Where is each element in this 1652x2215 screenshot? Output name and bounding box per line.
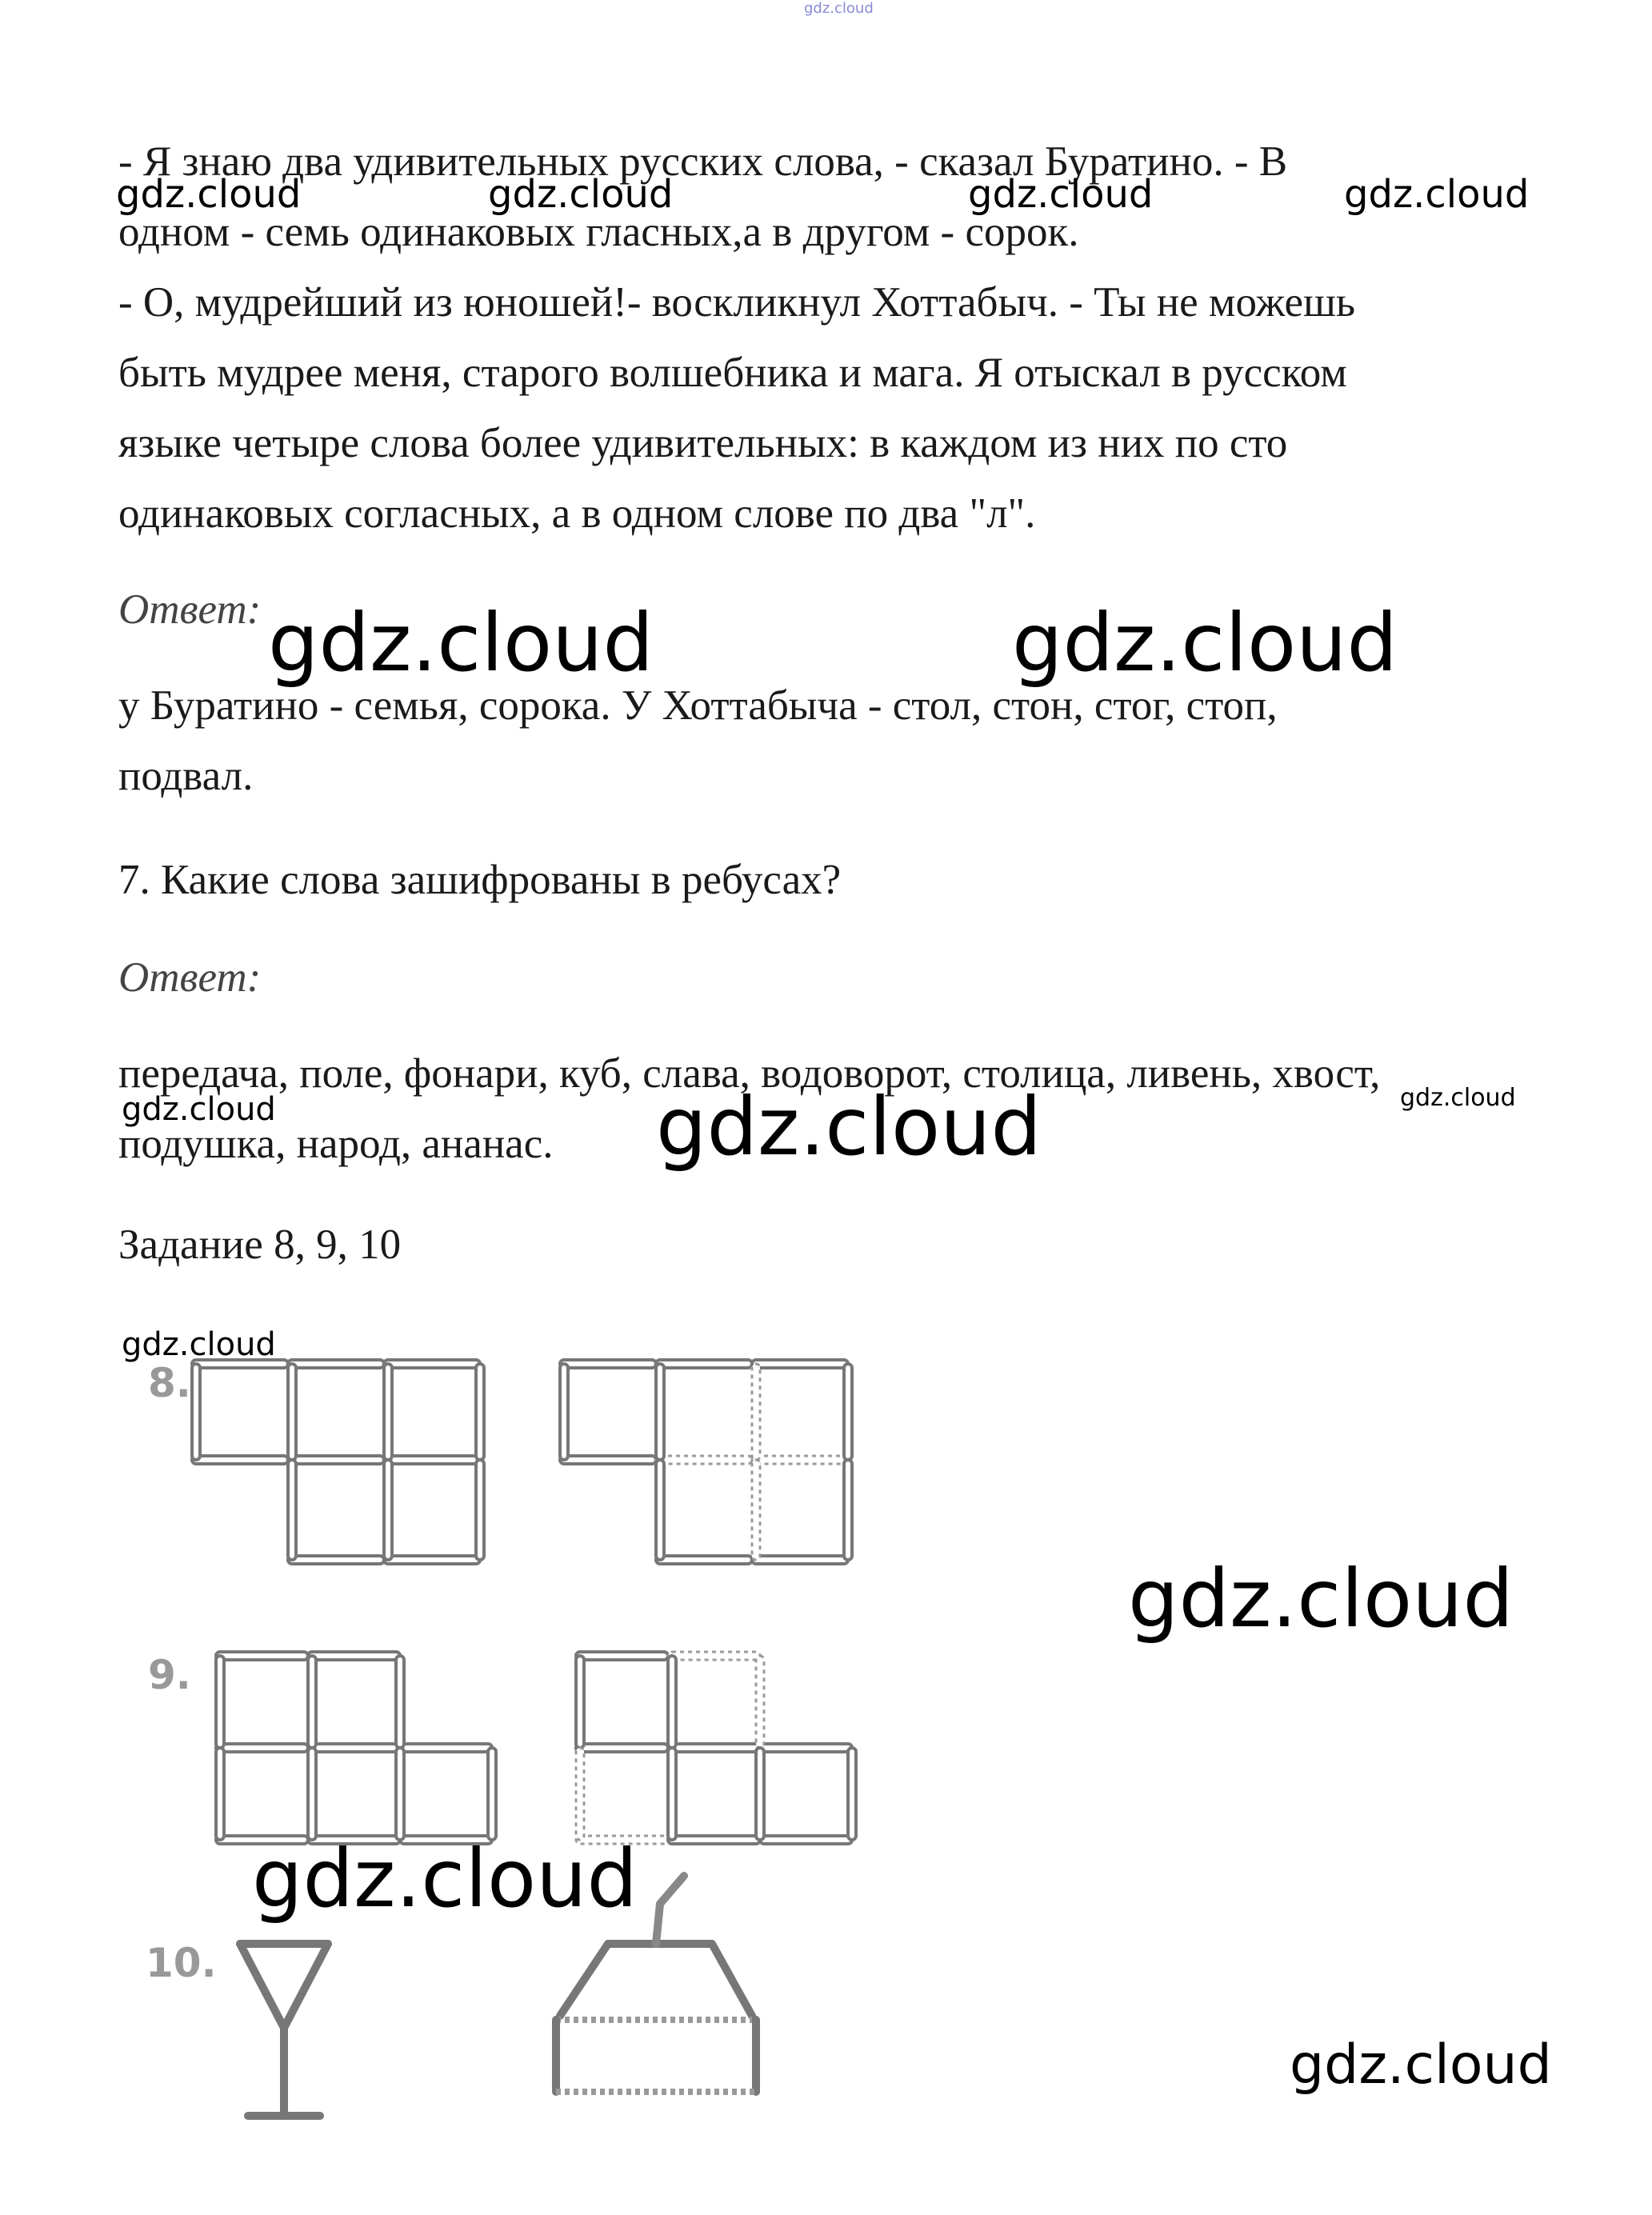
watermark: gdz.cloud: [1012, 596, 1398, 690]
watermark: gdz.cloud: [122, 1326, 276, 1363]
matchstick-figure-10-glass: [232, 1936, 352, 2128]
watermark: gdz.cloud: [1128, 1552, 1514, 1645]
watermark: gdz.cloud: [116, 172, 302, 217]
poem-line-1: - Я знаю два удивительных русских слова, - сказал Буратино. - В: [118, 138, 1288, 185]
matchstick-figure-8-solution: [560, 1360, 880, 1576]
poem-line-2: одном - семь одинаковых гласных,а в другом - сорок.: [118, 209, 1079, 255]
watermark: gdz.cloud: [1400, 1084, 1516, 1112]
task7-answer-line-2: подушка, народ, ананас.: [118, 1121, 554, 1167]
header-watermark: gdz.cloud: [804, 0, 874, 17]
poem-line-4: быть мудрее меня, старого волшебника и мага. Я отыскал в русском: [118, 350, 1347, 396]
watermark: gdz.cloud: [1344, 172, 1530, 217]
answer1-line-2: подвал.: [118, 753, 254, 799]
poem-line-6: одинаковых согласных, а в одном слове по два "л".: [118, 490, 1036, 537]
figure-label-10: 10.: [146, 1940, 217, 1986]
poem-line-3: - О, мудрейший из юношей!- воскликнул Хоттабыч. - Ты не можешь: [118, 279, 1356, 326]
figure-label-9: 9.: [148, 1652, 191, 1698]
matchstick-figure-8-initial: [192, 1360, 512, 1576]
task7-answer-line-1: передача, поле, фонари, куб, слава, водоворот, столица, ливень, хвост,: [118, 1050, 1381, 1097]
answer-label-1: Ответ:: [118, 586, 262, 633]
task7-question: 7. Какие слова зашифрованы в ребусах?: [118, 857, 842, 903]
watermark: gdz.cloud: [268, 596, 654, 690]
watermark: gdz.cloud: [122, 1091, 276, 1128]
watermark: gdz.cloud: [488, 172, 674, 217]
answer-label-2: Ответ:: [118, 954, 262, 1001]
poem-line-5: языке четыре слова более удивительных: в каждом из них по сто: [118, 420, 1288, 466]
watermark: gdz.cloud: [252, 1832, 638, 1925]
matchstick-figure-9-solution: [576, 1652, 896, 1860]
watermark: gdz.cloud: [1290, 2033, 1552, 2097]
watermark: gdz.cloud: [968, 172, 1154, 217]
matchstick-figure-9-initial: [216, 1652, 536, 1860]
answer1-line-1: у Буратино - семья, сорока. У Хоттабыча - стол, стон, стог, стоп,: [118, 682, 1278, 729]
watermark: gdz.cloud: [656, 1080, 1042, 1173]
tasks-heading: Задание 8, 9, 10: [118, 1221, 402, 1268]
figure-label-8: 8.: [148, 1360, 191, 1406]
